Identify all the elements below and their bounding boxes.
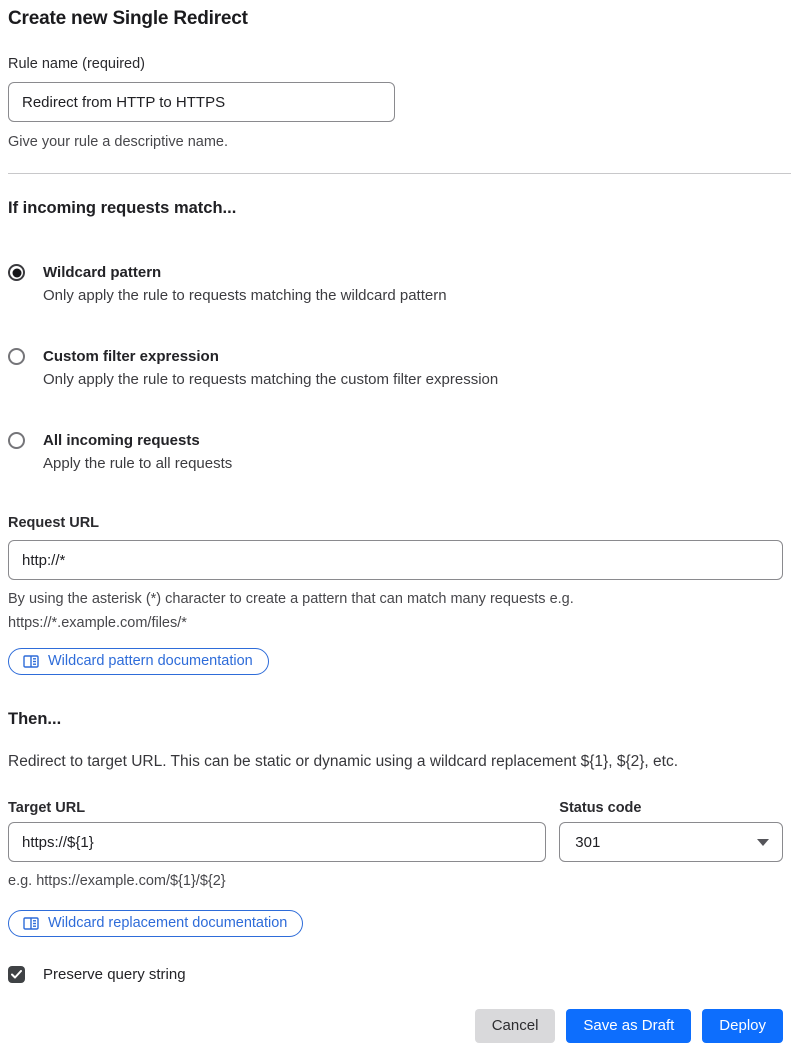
status-code-value: 301 <box>575 833 601 851</box>
rule-name-input[interactable] <box>8 82 395 122</box>
preserve-query-checkbox-row[interactable] <box>8 966 783 983</box>
request-url-help <box>8 587 768 635</box>
chevron-down-icon <box>757 839 769 846</box>
radio-label: All incoming requests <box>43 432 200 449</box>
radio-option-all-requests[interactable] <box>8 429 783 476</box>
radio-label: Wildcard pattern <box>43 264 162 281</box>
then-description: Redirect to target URL. This can be static or dynamic using a wildcard replacement ${1}, ${2}, etc. <box>8 753 679 770</box>
then-section-heading: Then... <box>8 710 62 728</box>
page-title: Create new Single Redirect <box>8 8 248 29</box>
status-code-label: Status code <box>559 800 642 816</box>
request-url-input[interactable] <box>8 540 783 580</box>
wildcard-pattern-doc-button[interactable] <box>8 648 269 675</box>
radio-unselected-icon[interactable] <box>8 432 25 449</box>
radio-label: Custom filter expression <box>43 348 219 365</box>
doc-button-label: Wildcard replacement documentation <box>48 915 288 931</box>
deploy-button[interactable]: Deploy <box>702 1009 783 1043</box>
checkbox-checked-icon[interactable] <box>8 966 25 983</box>
radio-unselected-icon[interactable] <box>8 348 25 365</box>
status-code-select[interactable] <box>559 822 783 862</box>
target-url-help: e.g. https://example.com/${1}/${2} <box>8 873 226 889</box>
request-url-help-line1: By using the asterisk (*) character to create a pattern that can match many requests e.g. <box>8 591 574 607</box>
doc-button-label: Wildcard pattern documentation <box>48 653 253 669</box>
radio-option-custom-filter[interactable] <box>8 345 783 392</box>
save-as-draft-button[interactable]: Save as Draft <box>566 1009 691 1043</box>
radio-description: Only apply the rule to requests matching the wildcard pattern <box>43 287 447 304</box>
wildcard-replacement-doc-button[interactable] <box>8 910 303 937</box>
rule-name-label: Rule name (required) <box>8 56 146 72</box>
match-section-heading: If incoming requests match... <box>8 199 237 217</box>
book-icon <box>23 917 39 930</box>
target-url-input[interactable] <box>8 822 546 862</box>
radio-description: Apply the rule to all requests <box>43 455 233 472</box>
request-url-help-line2: https://*.example.com/files/* <box>8 615 187 631</box>
preserve-query-label: Preserve query string <box>43 966 186 983</box>
book-icon <box>23 655 39 668</box>
form-actions <box>8 1009 783 1043</box>
target-url-label: Target URL <box>8 800 86 816</box>
radio-selected-icon[interactable] <box>8 264 25 281</box>
radio-option-wildcard-pattern[interactable] <box>8 261 783 308</box>
radio-description: Only apply the rule to requests matching the custom filter expression <box>43 371 499 388</box>
rule-name-help: Give your rule a descriptive name. <box>8 134 229 150</box>
cancel-button[interactable]: Cancel <box>475 1009 556 1043</box>
section-divider <box>8 173 791 174</box>
request-url-label: Request URL <box>8 515 100 531</box>
